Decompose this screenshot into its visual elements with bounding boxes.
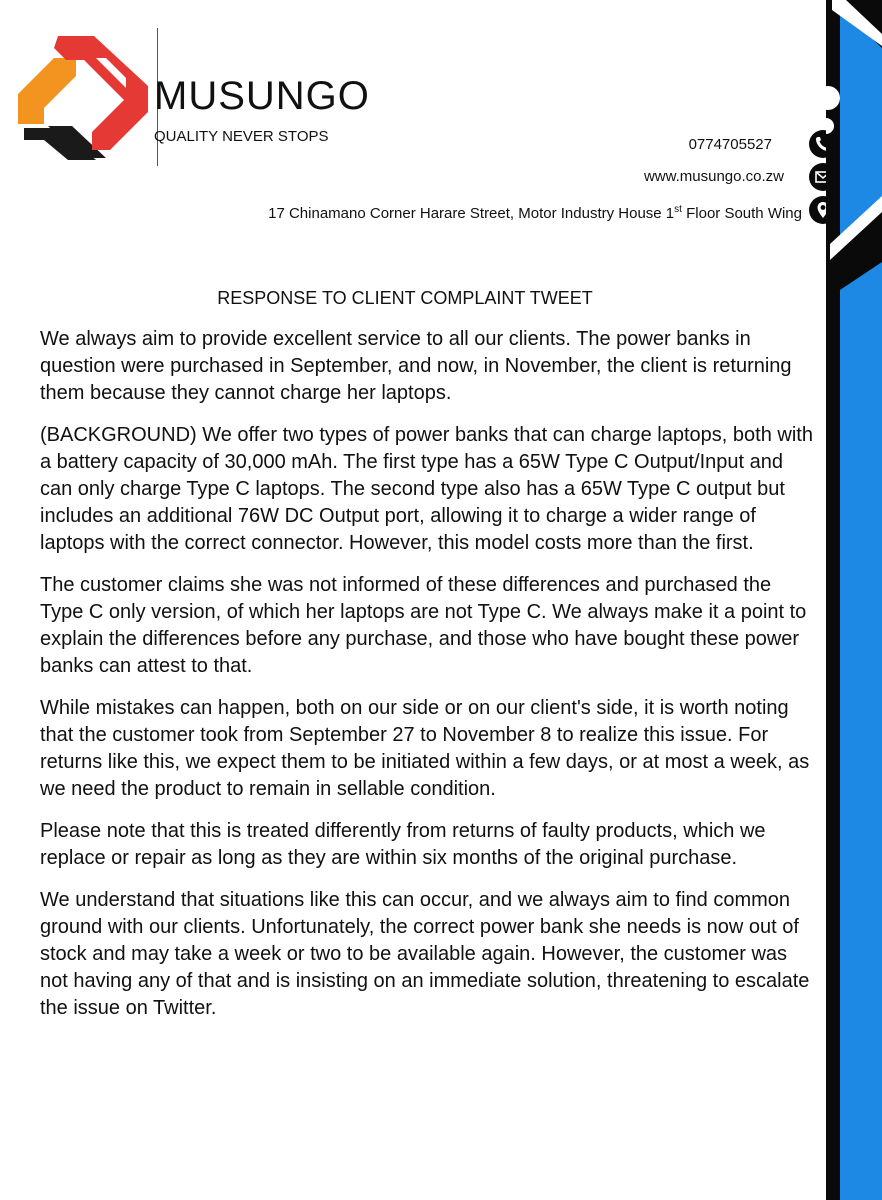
contact-website: www.musungo.co.zw [643,168,784,185]
paragraph-conclusion: We understand that situations like this can occur, and we always aim to find common ground with our clients. Unfortunately, the correct power bank she needs is now out of stock and may take a week or two to be available again. However, the customer was not having any of that and is insisting on an immediate solution, threatening to escalate the issue on Twitter. [40,889,810,1019]
musungo-logo-icon [14,28,154,168]
paragraph-faulty-returns: Please note that this is treated differently from returns of faulty products, which we replace or repair as long as they are within six months of the original purchase. [40,820,766,869]
paragraph-customer-claim: The customer claims she was not informed of these differences and purchased the Type C only version, of which her laptops are not Type C. We always make it a point to explain the differences before any purchase, and those who have bought these power banks can attest to that. [40,574,807,677]
contact-address [268,204,802,222]
address-main: 17 Chinamano Corner Harare Street, Motor Industry House 1 [268,205,675,222]
paragraph-timeline: While mistakes can happen, both on our side or on our client's side, it is worth noting that the customer took from September 27 to November 8 to realize this issue. For returns like this, we expect them to be initiated within a few days, or at most a week, as we need the product to remain in sellable condition. [40,697,810,800]
paragraph-intro: We always aim to provide excellent service to all our clients. The power banks in question were purchased in September, and now, in November, the client is returning them because they cannot charge her laptops. [40,328,792,404]
brand-name: MUSUNGO [154,74,370,118]
address-tail: Floor South Wing [681,205,802,222]
document-title: RESPONSE TO CLIENT COMPLAINT TWEET [217,288,593,308]
contact-phone: 0774705527 [688,136,772,153]
paragraph-background: (BACKGROUND) We offer two types of power banks that can charge laptops, both with a battery capacity of 30,000 mAh. The first type has a 65W Type C Output/Input and can only charge Type C laptops. The second type also has a 65W Type C output but includes an additional 76W DC Output port, allowing it to charge a wider range of laptops with the correct connector. However, this model costs more than the first. [40,424,813,554]
brand-tagline: QUALITY NEVER STOPS [154,128,329,145]
address-sup: st [674,204,682,215]
side-decorative-band [826,0,882,1200]
document-body [40,326,816,1037]
